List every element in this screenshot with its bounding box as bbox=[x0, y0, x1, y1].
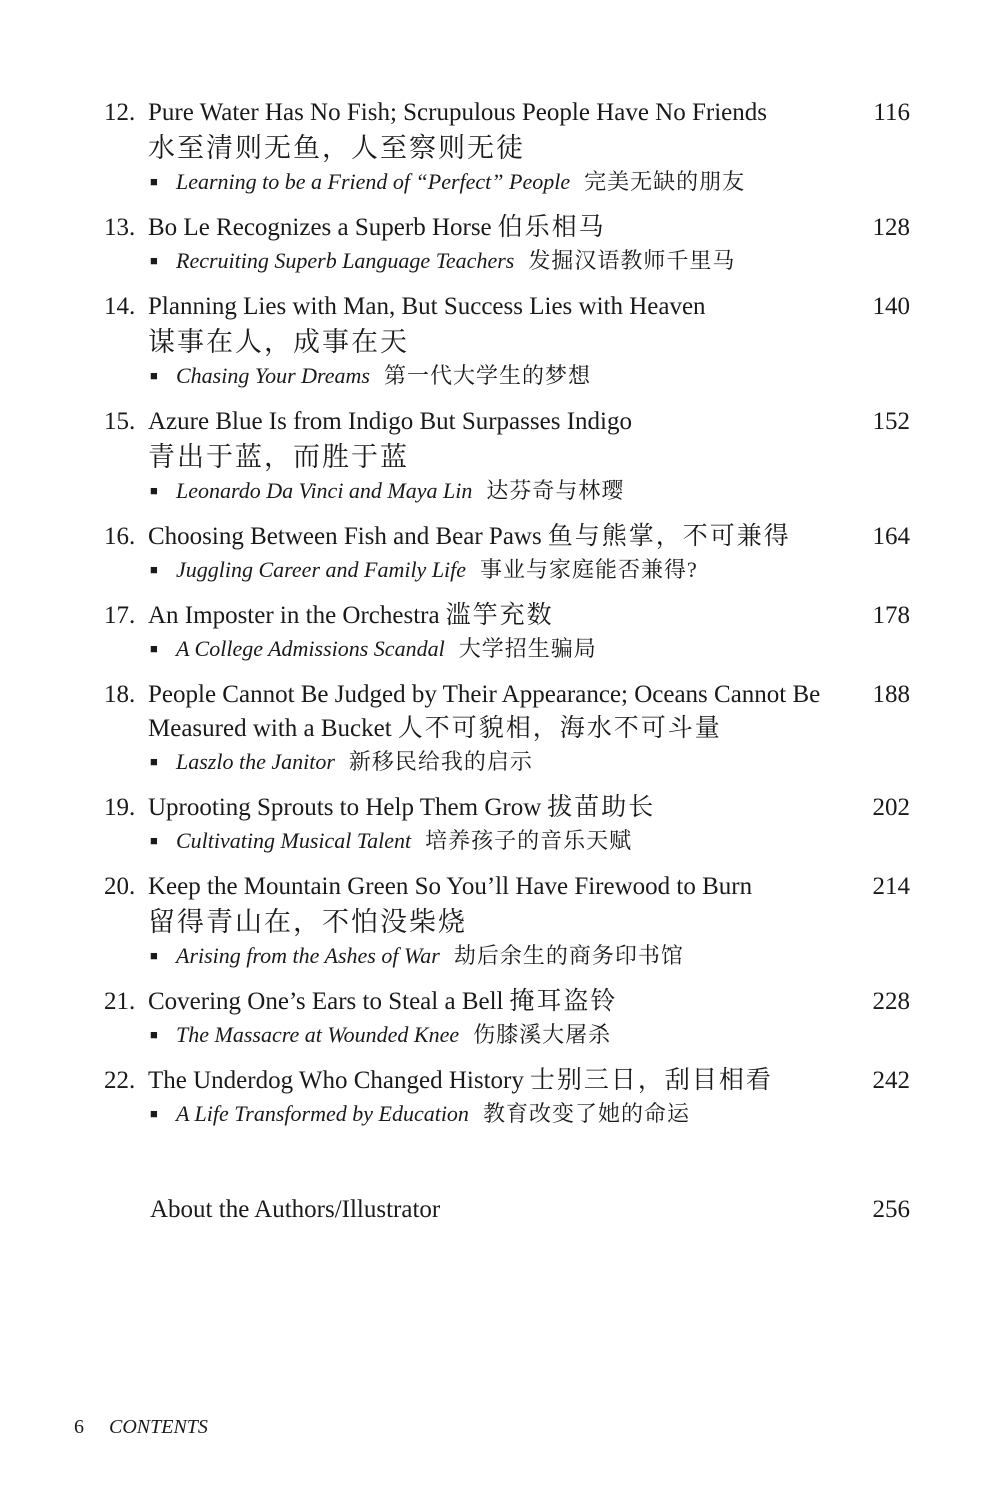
toc-entry[interactable] bbox=[104, 599, 910, 668]
subtitle-english: A College Admissions Scandal bbox=[176, 636, 445, 661]
entry-body bbox=[148, 1064, 910, 1133]
subtitle-line bbox=[148, 554, 860, 589]
toc-entry-about[interactable] bbox=[150, 1193, 910, 1227]
subtitle-chinese: 大学招生骗局 bbox=[458, 636, 597, 661]
chapter-title-chinese: 拔苗助长 bbox=[547, 794, 656, 821]
chapter-title-line bbox=[148, 870, 860, 904]
chapter-title: Planning Lies with Man, But Success Lies with Heaven bbox=[148, 293, 706, 320]
chapter-title-chinese: 青出于蓝，而胜于蓝 bbox=[148, 442, 409, 472]
entry-body bbox=[148, 678, 910, 781]
square-bullet-icon: ■ bbox=[150, 754, 158, 769]
entry-body bbox=[148, 985, 910, 1054]
about-authors-label: About the Authors/Illustrator bbox=[150, 1196, 441, 1223]
square-bullet-icon: ■ bbox=[150, 174, 158, 189]
chapter-title-chinese: 士别三日，刮目相看 bbox=[529, 1067, 773, 1094]
chapter-title-chinese: 伯乐相马 bbox=[497, 214, 606, 241]
page-number: 228 bbox=[872, 988, 910, 1015]
chapter-number: 14. bbox=[104, 293, 136, 320]
chapter-number: 16. bbox=[104, 523, 136, 550]
square-bullet-icon: ■ bbox=[150, 562, 158, 577]
chapter-number: 18. bbox=[104, 681, 136, 708]
chapter-number: 20. bbox=[104, 873, 136, 900]
chapter-number: 21. bbox=[104, 988, 136, 1015]
subtitle-line bbox=[148, 746, 860, 781]
toc-entry[interactable] bbox=[104, 290, 910, 395]
page-number: 242 bbox=[872, 1067, 910, 1094]
chapter-title: An Imposter in the Orchestra bbox=[148, 602, 440, 629]
subtitle-english: Arising from the Ashes of War bbox=[176, 943, 440, 968]
subtitle-line bbox=[148, 1019, 860, 1054]
entry-body bbox=[148, 520, 910, 589]
page-number: 164 bbox=[872, 523, 910, 550]
chapter-title-line bbox=[148, 405, 860, 439]
entry-body bbox=[148, 599, 910, 668]
square-bullet-icon: ■ bbox=[150, 368, 158, 383]
chapter-number: 22. bbox=[104, 1067, 136, 1094]
page-number: 116 bbox=[873, 99, 910, 126]
square-bullet-icon: ■ bbox=[150, 1027, 158, 1042]
chapter-title: Bo Le Recognizes a Superb Horse bbox=[148, 214, 492, 241]
chapter-title-line bbox=[148, 290, 860, 324]
entry-body bbox=[148, 791, 910, 860]
toc-entry[interactable] bbox=[104, 96, 910, 201]
chapter-title: Pure Water Has No Fish; Scrupulous People Have No Friends bbox=[148, 99, 767, 126]
entry-body bbox=[148, 290, 910, 395]
square-bullet-icon: ■ bbox=[150, 483, 158, 498]
square-bullet-icon: ■ bbox=[150, 948, 158, 963]
toc-entry[interactable] bbox=[104, 520, 910, 589]
subtitle-chinese: 发掘汉语教师千里马 bbox=[528, 248, 736, 273]
chapter-title-chinese: 谋事在人，成事在天 bbox=[148, 327, 409, 357]
subtitle-chinese: 第一代大学生的梦想 bbox=[383, 363, 591, 388]
chapter-title-line bbox=[148, 678, 860, 746]
subtitle-english: Cultivating Musical Talent bbox=[176, 828, 412, 853]
chapter-title: Azure Blue Is from Indigo But Surpasses Indigo bbox=[148, 408, 632, 435]
chapter-title-line bbox=[148, 985, 860, 1019]
toc-entry[interactable] bbox=[104, 1064, 910, 1133]
subtitle-line bbox=[148, 245, 860, 280]
subtitle-chinese: 伤膝溪大屠杀 bbox=[473, 1022, 612, 1047]
chapter-number: 19. bbox=[104, 794, 136, 821]
page-number: 202 bbox=[872, 794, 910, 821]
toc-entry[interactable] bbox=[104, 870, 910, 975]
subtitle-english: Juggling Career and Family Life bbox=[176, 557, 467, 582]
chapter-title-line bbox=[148, 96, 860, 130]
chapter-number: 13. bbox=[104, 214, 136, 241]
toc-entry[interactable] bbox=[104, 791, 910, 860]
entry-body bbox=[148, 96, 910, 201]
chapter-title-chinese: 掩耳盗铃 bbox=[509, 988, 618, 1015]
square-bullet-icon: ■ bbox=[150, 833, 158, 848]
subtitle-line bbox=[148, 475, 860, 510]
page-number: 178 bbox=[872, 602, 910, 629]
chapter-title: Covering One’s Ears to Steal a Bell bbox=[148, 988, 504, 1015]
chapter-title-chinese: 人不可貌相，海水不可斗量 bbox=[397, 715, 722, 742]
toc-entry[interactable] bbox=[104, 405, 910, 510]
subtitle-chinese: 事业与家庭能否兼得? bbox=[480, 557, 698, 582]
chapter-title-line bbox=[148, 211, 860, 245]
subtitle-english: Laszlo the Janitor bbox=[176, 749, 335, 774]
subtitle-english: A Life Transformed by Education bbox=[176, 1101, 469, 1126]
page-number: 152 bbox=[872, 408, 910, 435]
page-number: 188 bbox=[872, 681, 910, 708]
page-number: 214 bbox=[872, 873, 910, 900]
chapter-title-line bbox=[148, 1064, 860, 1098]
chapter-number: 15. bbox=[104, 408, 136, 435]
chapter-number: 12. bbox=[104, 99, 136, 126]
chapter-title-chinese: 留得青山在，不怕没柴烧 bbox=[148, 907, 467, 937]
chapter-number: 17. bbox=[104, 602, 136, 629]
page-number: 256 bbox=[872, 1196, 910, 1223]
page-footer bbox=[74, 1413, 208, 1441]
square-bullet-icon: ■ bbox=[150, 1106, 158, 1121]
subtitle-chinese: 新移民给我的启示 bbox=[348, 749, 533, 774]
chapter-title-chinese: 滥竽充数 bbox=[445, 602, 554, 629]
subtitle-line bbox=[148, 166, 860, 201]
subtitle-english: Recruiting Superb Language Teachers bbox=[176, 248, 515, 273]
entry-body bbox=[148, 870, 910, 975]
subtitle-line bbox=[148, 633, 860, 668]
subtitle-chinese: 劫后余生的商务印书馆 bbox=[453, 943, 684, 968]
chapter-title-line bbox=[148, 599, 860, 633]
toc-entry[interactable] bbox=[104, 678, 910, 781]
subtitle-english: The Massacre at Wounded Knee bbox=[176, 1022, 460, 1047]
chapter-title-line bbox=[148, 791, 860, 825]
subtitle-english: Learning to be a Friend of “Perfect” People bbox=[176, 169, 571, 194]
chapter-title-chinese: 水至清则无鱼，人至察则无徒 bbox=[148, 133, 525, 163]
chapter-title-chinese: 鱼与熊掌，不可兼得 bbox=[547, 523, 791, 550]
page-number: 128 bbox=[872, 214, 910, 241]
chapter-title-line bbox=[148, 520, 860, 554]
subtitle-line bbox=[148, 1098, 860, 1133]
toc-entry[interactable] bbox=[104, 985, 910, 1054]
subtitle-chinese: 达芬奇与林璎 bbox=[486, 478, 625, 503]
folio-number: 6 bbox=[74, 1416, 84, 1438]
subtitle-chinese: 教育改变了她的命运 bbox=[482, 1101, 690, 1126]
square-bullet-icon: ■ bbox=[150, 253, 158, 268]
square-bullet-icon: ■ bbox=[150, 641, 158, 656]
chapter-title: The Underdog Who Changed History bbox=[148, 1067, 524, 1094]
chapter-title: Keep the Mountain Green So You’ll Have Firewood to Burn bbox=[148, 873, 753, 900]
subtitle-english: Leonardo Da Vinci and Maya Lin bbox=[176, 478, 473, 503]
chapter-title: Uprooting Sprouts to Help Them Grow bbox=[148, 794, 542, 821]
running-head: CONTENTS bbox=[109, 1416, 208, 1438]
subtitle-line bbox=[148, 940, 860, 975]
entry-body bbox=[148, 211, 910, 280]
entry-body bbox=[148, 405, 910, 510]
subtitle-english: Chasing Your Dreams bbox=[176, 363, 370, 388]
subtitle-chinese: 完美无缺的朋友 bbox=[584, 169, 746, 194]
table-of-contents bbox=[104, 96, 910, 1143]
toc-entry[interactable] bbox=[104, 211, 910, 280]
subtitle-line bbox=[148, 360, 860, 395]
page-number: 140 bbox=[872, 293, 910, 320]
chapter-title: Choosing Between Fish and Bear Paws bbox=[148, 523, 542, 550]
chapter-title: People Cannot Be Judged by Their Appearance; Oceans Cannot Be Measured with a Bucket bbox=[148, 681, 821, 742]
subtitle-chinese: 培养孩子的音乐天赋 bbox=[425, 828, 633, 853]
subtitle-line bbox=[148, 825, 860, 860]
